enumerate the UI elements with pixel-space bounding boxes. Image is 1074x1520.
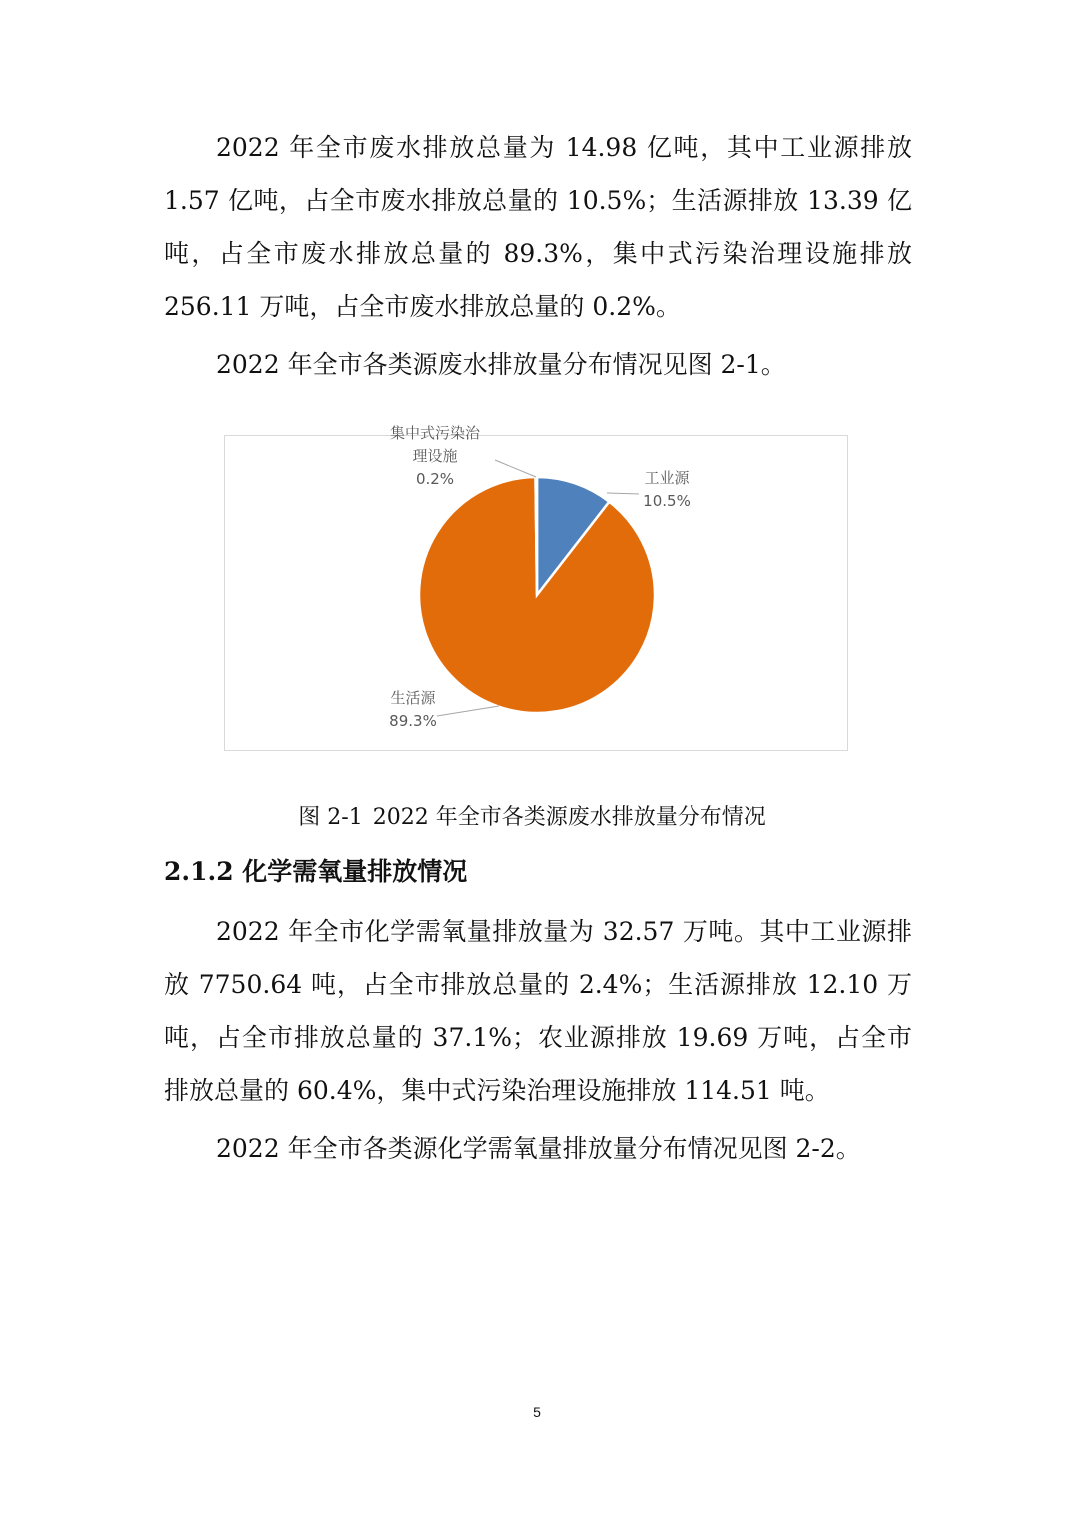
figure-number: 图 2-1 bbox=[298, 805, 363, 830]
data-label-1: 生活源 89.3% bbox=[389, 689, 437, 730]
paragraph-figure-reference: 2022 年全市各类源废水排放量分布情况见图 2-1。 bbox=[216, 350, 786, 379]
figure-title: 2022 年全市各类源废水排放量分布情况 bbox=[372, 805, 766, 830]
page-number: 5 bbox=[533, 1404, 541, 1420]
paragraph-cod-total: 2022 年全市化学需氧量排放量为 32.57 万吨。其中工业源排放 7750.64 吨，占全市排放总量的 2.4%；生活源排放 12.10 万吨，占全市排放总量的 37.1%；农业源排放 19.69 万吨，占全市排放总量的 60.4%，集中式污染治理设施排放 114.51 吨。 bbox=[164, 917, 912, 1105]
leader-line-0 bbox=[607, 493, 639, 494]
pie-chart-svg bbox=[225, 424, 847, 750]
pie-chart-wastewater bbox=[224, 424, 848, 751]
pie-slice-2 bbox=[536, 477, 537, 595]
data-label-0: 工业源 10.5% bbox=[643, 469, 691, 510]
leader-line-1 bbox=[437, 706, 499, 716]
leader-line-2 bbox=[495, 460, 536, 477]
paragraph-wastewater-total: 2022 年全市废水排放总量为 14.98 亿吨，其中工业源排放 1.57 亿吨，占全市废水排放总量的 10.5%；生活源排放 13.39 亿吨，占全市废水排放总量的 89.3%，集中式污染治理设施排放 256.11 万吨，占全市废水排放总量的 0.2%。 bbox=[164, 133, 912, 321]
figure-caption bbox=[0, 800, 1074, 836]
paragraph-figure2-reference: 2022 年全市各类源化学需氧量排放量分布情况见图 2-2。 bbox=[216, 1134, 861, 1163]
section-heading: 2.1.2 化学需氧量排放情况 bbox=[164, 857, 468, 886]
data-label-2: 集中式污染治理设施 0.2% bbox=[389, 424, 481, 488]
